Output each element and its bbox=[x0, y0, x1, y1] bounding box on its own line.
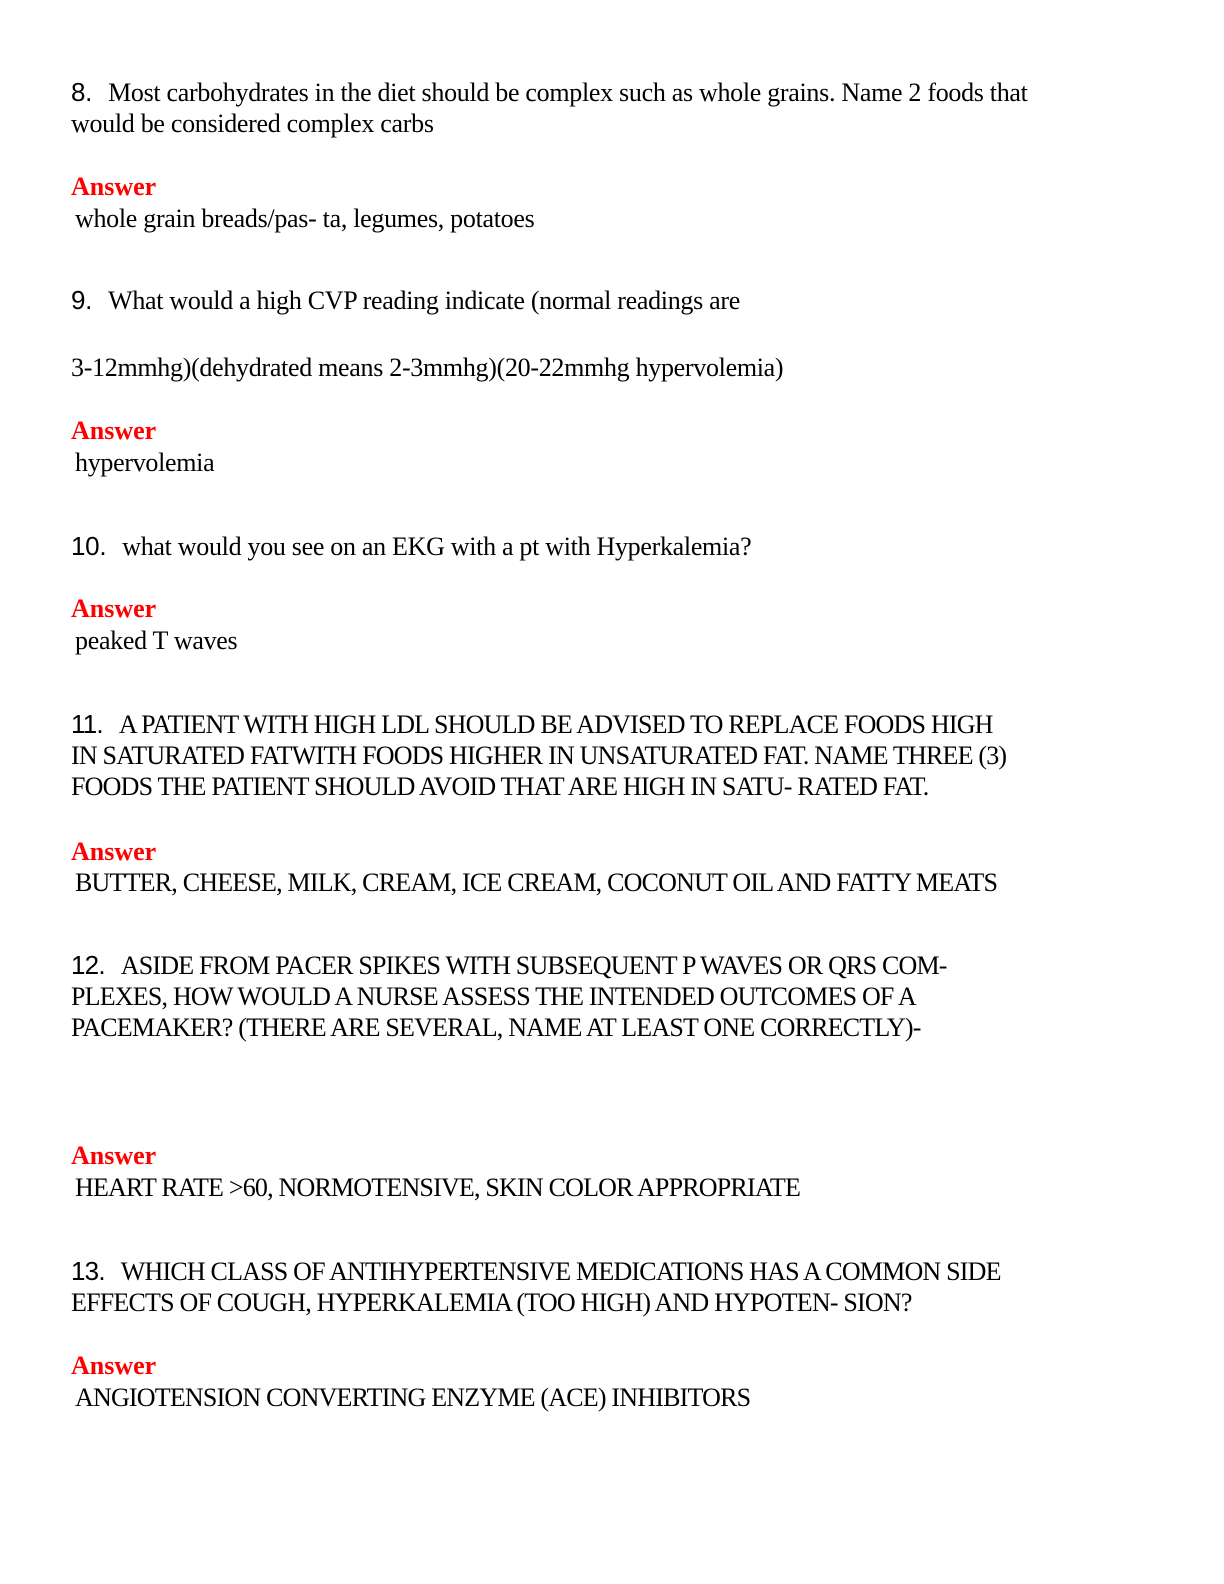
answer-10-text: peaked T waves bbox=[75, 626, 238, 655]
question-12-text-3: PACEMAKER? (THERE ARE SEVERAL, NAME AT LEAST ONE CORRECTLY)- bbox=[71, 1013, 921, 1042]
question-12-line-1 bbox=[71, 950, 1151, 981]
question-13-number: 13. bbox=[71, 1256, 105, 1286]
question-12-text-2: PLEXES, HOW WOULD A NURSE ASSESS THE INTENDED OUTCOMES OF A bbox=[71, 982, 916, 1011]
question-11-number: 11. bbox=[71, 709, 103, 739]
question-9-extra: 3-12mmhg)(dehydrated means 2-3mmhg)(20-22mmhg hypervolemia) bbox=[71, 353, 784, 382]
question-10-number: 10. bbox=[71, 531, 107, 561]
question-13-text-2: EFFECTS OF COUGH, HYPERKALEMIA (TOO HIGH) AND HYPOTEN- SION? bbox=[71, 1288, 912, 1317]
question-8 bbox=[71, 77, 1151, 139]
question-10-text-1: what would you see on an EKG with a pt with Hyperkalemia? bbox=[122, 532, 752, 561]
question-12-number: 12. bbox=[71, 950, 105, 980]
answer-10-label: Answer bbox=[71, 594, 157, 623]
answer-8-text: whole grain breads/pas- ta, legumes, potatoes bbox=[75, 204, 535, 233]
question-9-number: 9. bbox=[71, 285, 93, 315]
answer-9-text: hypervolemia bbox=[75, 448, 215, 477]
answer-12-label: Answer bbox=[71, 1141, 157, 1170]
answer-9-label: Answer bbox=[71, 416, 157, 445]
question-8-line-1 bbox=[71, 77, 1151, 108]
question-8-text-2: would be considered complex carbs bbox=[71, 109, 434, 138]
answer-11-label: Answer bbox=[71, 837, 157, 866]
question-8-number: 8. bbox=[71, 77, 93, 107]
question-11-line-1 bbox=[71, 709, 1151, 740]
question-9-line-1 bbox=[71, 285, 1151, 316]
question-10 bbox=[71, 531, 1151, 562]
question-9 bbox=[71, 285, 1151, 316]
question-9-text-1: What would a high CVP reading indicate (normal readings are bbox=[108, 286, 740, 315]
question-11 bbox=[71, 709, 1151, 802]
question-13-line-1 bbox=[71, 1256, 1151, 1287]
question-8-text-1: Most carbohydrates in the diet should be complex such as whole grains. Name 2 foods that bbox=[108, 78, 1028, 107]
question-13-text-1: WHICH CLASS OF ANTIHYPERTENSIVE MEDICATIONS HAS A COMMON SIDE bbox=[120, 1257, 1001, 1286]
question-12-text-1: ASIDE FROM PACER SPIKES WITH SUBSEQUENT P WAVES OR QRS COM- bbox=[120, 951, 947, 980]
answer-13-label: Answer bbox=[71, 1351, 157, 1380]
answer-12-text: HEART RATE >60, NORMOTENSIVE, SKIN COLOR APPROPRIATE bbox=[75, 1173, 801, 1202]
question-13 bbox=[71, 1256, 1151, 1318]
answer-11-text: BUTTER, CHEESE, MILK, CREAM, ICE CREAM, COCONUT OIL AND FATTY MEATS bbox=[75, 868, 998, 897]
answer-8-label: Answer bbox=[71, 172, 157, 201]
answer-13-text: ANGIOTENSION CONVERTING ENZYME (ACE) INHIBITORS bbox=[75, 1383, 751, 1412]
question-11-text-2: IN SATURATED FATWITH FOODS HIGHER IN UNSATURATED FAT. NAME THREE (3) bbox=[71, 741, 1007, 770]
question-10-line-1 bbox=[71, 531, 1151, 562]
question-12 bbox=[71, 950, 1151, 1043]
question-11-text-3: FOODS THE PATIENT SHOULD AVOID THAT ARE HIGH IN SATU- RATED FAT. bbox=[71, 772, 929, 801]
question-11-text-1: A PATIENT WITH HIGH LDL SHOULD BE ADVISED TO REPLACE FOODS HIGH bbox=[118, 710, 993, 739]
